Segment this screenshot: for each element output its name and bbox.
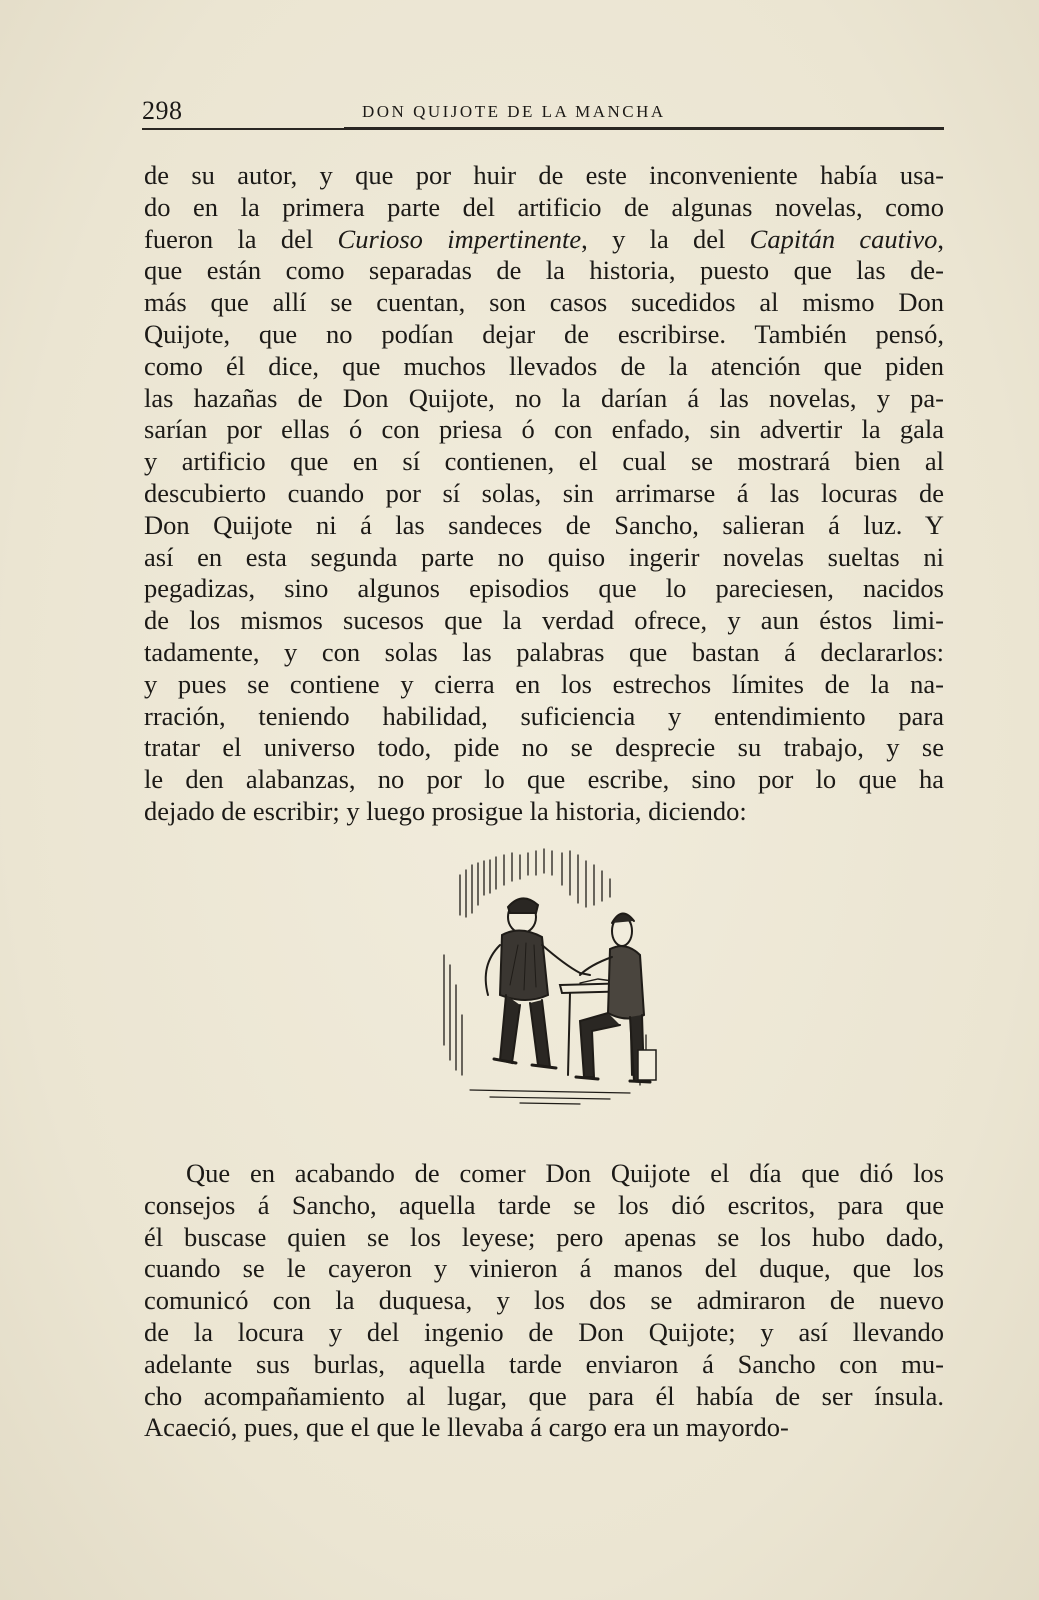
text-line: de los mismos sucesos que la verdad ofrece, y aun éstos limi- — [144, 605, 944, 636]
header-rule — [142, 128, 944, 130]
text-line: y pues se contiene y cierra en los estrechos límites de la na- — [144, 668, 944, 699]
text-line: tratar el universo todo, pide no se desprecie su trabajo, y se — [144, 732, 944, 763]
text-line: de su autor, y que por huir de este inconveniente había usa- — [144, 160, 944, 190]
text-line: dejado de escribir; y luego prosigue la historia, diciendo: — [144, 795, 747, 826]
text-line: las hazañas de Don Quijote, no la darían á las novelas, y pa- — [144, 382, 944, 413]
text-line: le den alabanzas, no por lo que escribe, sino por lo que ha — [144, 764, 944, 795]
text-line: Que en acabando de comer Don Quijote el día que dió los — [186, 1158, 944, 1188]
text-line: así en esta segunda parte no quiso ingerir novelas sueltas ni — [144, 541, 944, 572]
text-line: cuando se le cayeron y vinieron á manos del duque, que los — [144, 1253, 944, 1284]
text-line: cho acompañamiento al lugar, que para él había de ser ínsula. — [144, 1380, 944, 1411]
text-line: Acaeció, pues, que el que le llevaba á cargo era un mayordo- — [144, 1412, 789, 1443]
text-line: descubierto cuando por sí solas, sin arrimarse á las locuras de — [144, 477, 944, 508]
text-line: do en la primera parte del artificio de algunas novelas, como — [144, 191, 944, 222]
text-line: rración, teniendo habilidad, suficiencia y entendimiento para — [144, 700, 944, 731]
engraving-illustration — [430, 845, 670, 1135]
text-line: consejos á Sancho, aquella tarde se los dió escritos, para que — [144, 1189, 944, 1220]
text-line: tadamente, y con solas las palabras que bastan á declararlos: — [144, 636, 944, 667]
running-title: DON QUIJOTE DE LA MANCHA — [362, 102, 666, 121]
text-line: fueron la del Curioso impertinente, y la del Capitán cautivo, — [144, 223, 944, 254]
text-line: de la locura y del ingenio de Don Quijote; y así llevando — [144, 1316, 944, 1347]
page-header — [142, 96, 942, 128]
paragraph-chapter-start — [144, 1158, 944, 1444]
text-line: sarían por ellas ó con priesa ó con enfado, sin advertir la gala — [144, 414, 944, 445]
text-line: y artificio que en sí contienen, el cual se mostrará bien al — [144, 446, 944, 477]
text-line: pegadizas, sino algunos episodios que lo pareciesen, nacidos — [144, 573, 944, 604]
text-line: Don Quijote ni á las sandeces de Sancho, salieran á luz. Y — [144, 509, 944, 540]
paragraph-continuation — [144, 160, 944, 828]
text-line: él buscase quien se los leyese; pero apenas se los hubo dado, — [144, 1221, 944, 1252]
text-line: como él dice, que muchos llevados de la atención que piden — [144, 350, 944, 381]
text-line: que están como separadas de la historia, puesto que las de- — [144, 255, 944, 286]
text-line: comunicó con la duquesa, y los dos se admiraron de nuevo — [144, 1285, 944, 1316]
text-line: adelante sus burlas, aquella tarde enviaron á Sancho con mu- — [144, 1348, 944, 1379]
page-number: 298 — [142, 96, 183, 125]
text-line: Quijote, que no podían dejar de escribirse. También pensó, — [144, 318, 944, 349]
text-line: más que allí se cuentan, son casos sucedidos al mismo Don — [144, 287, 944, 318]
